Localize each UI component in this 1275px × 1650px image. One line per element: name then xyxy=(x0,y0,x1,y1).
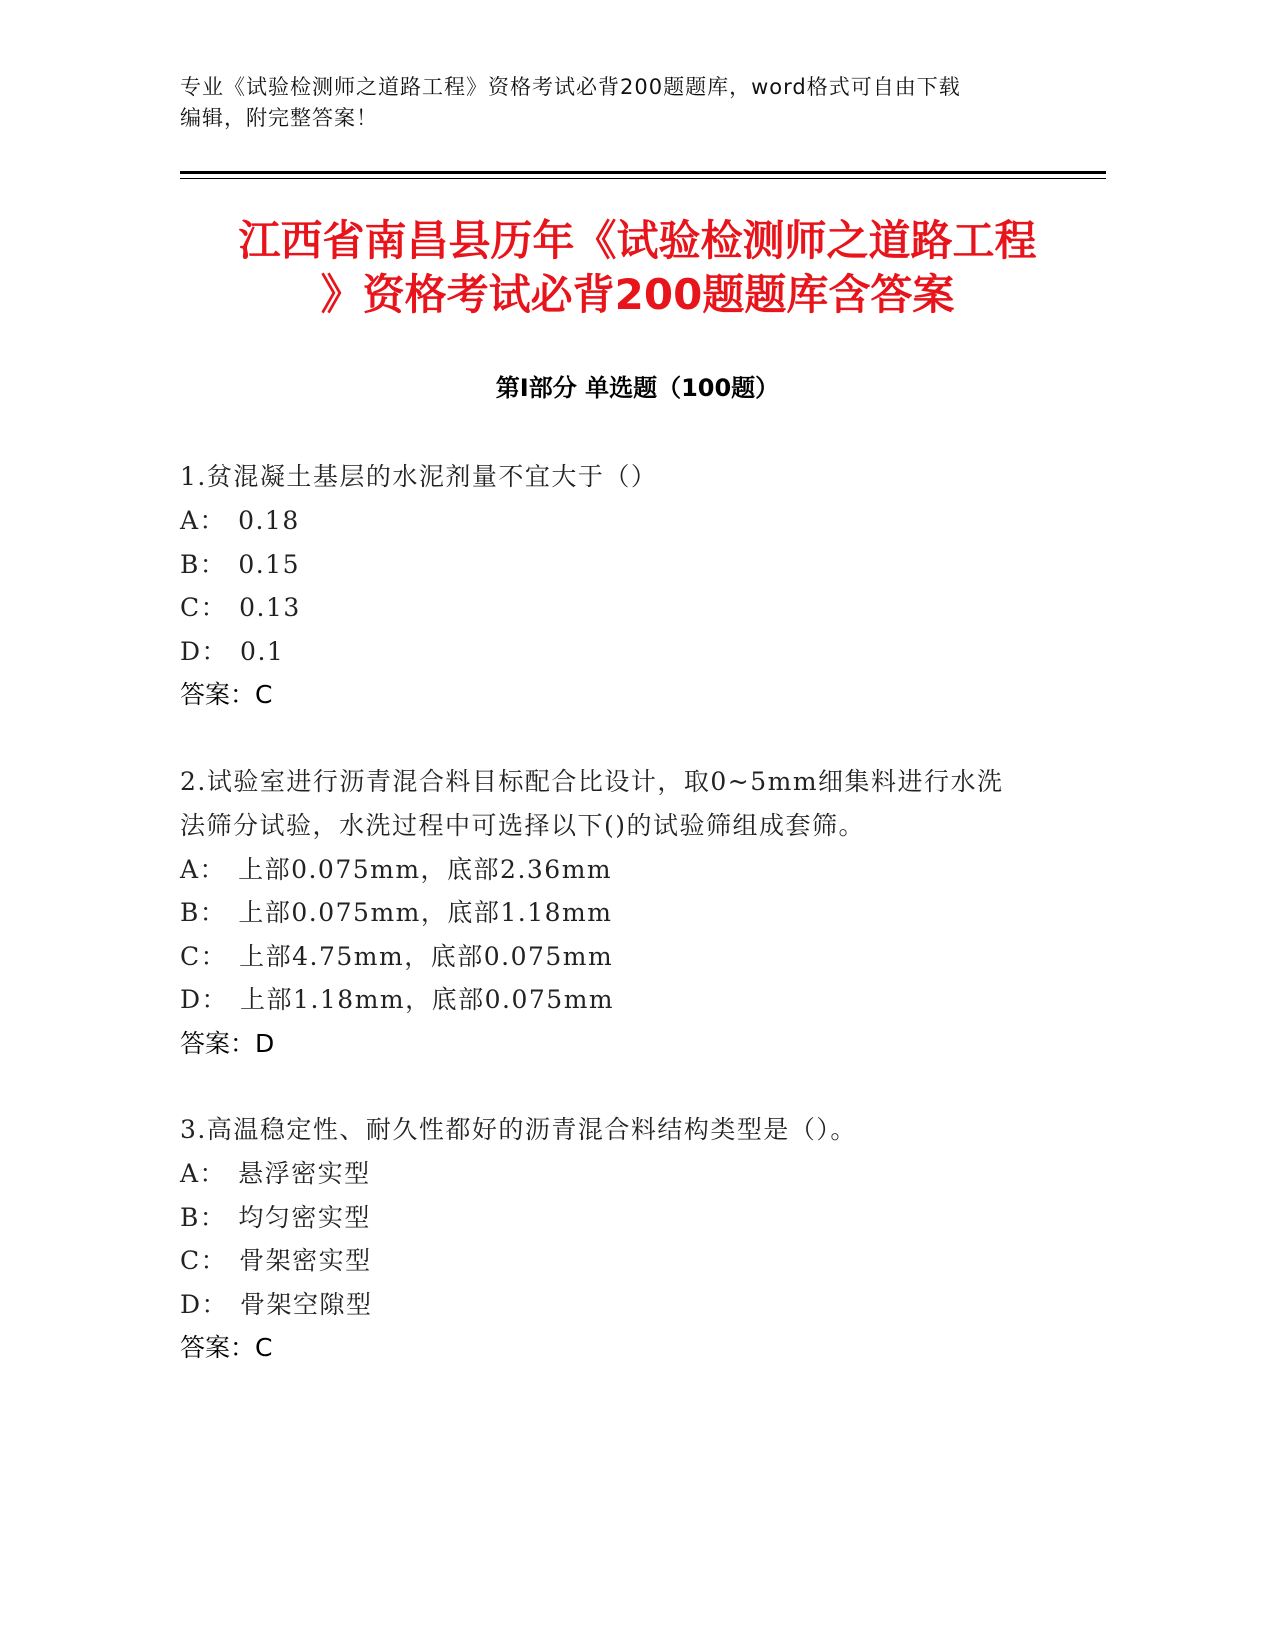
question-1 xyxy=(180,455,1120,717)
option-letter: B： xyxy=(180,549,227,579)
option-letter: C： xyxy=(180,941,228,971)
question-spacer xyxy=(180,1065,1120,1108)
question-stem-line-1: 2.试验室进行沥青混合料目标配合比设计，取0~5mm细集料进行水洗 xyxy=(180,766,1004,796)
question-stem: 1.贫混凝土基层的水泥剂量不宜大于（） xyxy=(180,462,658,491)
option-letter: A： xyxy=(180,1159,227,1188)
question-3 xyxy=(180,1108,1120,1370)
option-letter: D： xyxy=(180,636,229,666)
option-text: 上部4.75mm，底部0.075mm xyxy=(239,941,614,971)
option-d xyxy=(180,630,1120,674)
option-text: 0.18 xyxy=(238,506,300,535)
option-c xyxy=(180,586,1120,630)
option-c xyxy=(180,935,1120,979)
option-letter: D： xyxy=(180,985,229,1014)
option-letter: C： xyxy=(180,1246,228,1275)
header-note xyxy=(180,72,1040,134)
option-text: 上部0.075mm，底部2.36mm xyxy=(238,854,613,884)
option-b xyxy=(180,891,1120,935)
header-note-line-2: 编辑，附完整答案！ xyxy=(180,106,378,130)
answer: 答案：D xyxy=(180,1028,275,1058)
header-divider-thin xyxy=(180,178,1106,179)
option-a xyxy=(180,1152,1120,1196)
question-stem-line-2: 法筛分试验，水洗过程中可选择以下()的试验筛组成套筛。 xyxy=(180,810,866,840)
option-letter: B： xyxy=(180,898,227,927)
option-letter: A： xyxy=(180,854,227,884)
option-a xyxy=(180,848,1120,892)
document-title-line-1: 江西省南昌县历年《试验检测师之道路工程 xyxy=(238,216,1037,265)
option-letter: C： xyxy=(180,593,228,622)
option-text: 上部1.18mm，底部0.075mm xyxy=(240,985,615,1014)
option-a xyxy=(180,499,1120,543)
option-text: 均匀密实型 xyxy=(238,1202,371,1232)
option-d xyxy=(180,1283,1120,1327)
option-text: 0.1 xyxy=(240,636,285,666)
answer: 答案：C xyxy=(180,680,273,709)
document-title xyxy=(150,214,1125,322)
option-text: 悬浮密实型 xyxy=(238,1159,371,1188)
question-2 xyxy=(180,760,1120,1066)
header-divider-thick xyxy=(180,171,1106,174)
option-letter: D： xyxy=(180,1289,229,1319)
option-text: 骨架密实型 xyxy=(239,1246,372,1275)
option-text: 骨架空隙型 xyxy=(240,1289,373,1319)
document-title-line-2: 》资格考试必背200题题库含答案 xyxy=(320,270,955,319)
option-d xyxy=(180,978,1120,1022)
option-b xyxy=(180,543,1120,587)
option-c xyxy=(180,1239,1120,1283)
header-note-line-1: 专业《试验检测师之道路工程》资格考试必背200题题库，word格式可自由下载 xyxy=(180,75,961,99)
option-letter: A： xyxy=(180,506,227,535)
question-list xyxy=(180,455,1120,1370)
question-spacer xyxy=(180,717,1120,760)
section-heading: 第Ⅰ部分 单选题（100题） xyxy=(495,374,780,402)
option-text: 上部0.075mm，底部1.18mm xyxy=(238,898,613,927)
option-text: 0.13 xyxy=(239,593,301,622)
option-b xyxy=(180,1196,1120,1240)
option-letter: B： xyxy=(180,1202,227,1232)
answer: 答案：C xyxy=(180,1333,273,1362)
question-stem: 3.高温稳定性、耐久性都好的沥青混合料结构类型是（）。 xyxy=(180,1115,857,1144)
option-text: 0.15 xyxy=(238,549,301,579)
